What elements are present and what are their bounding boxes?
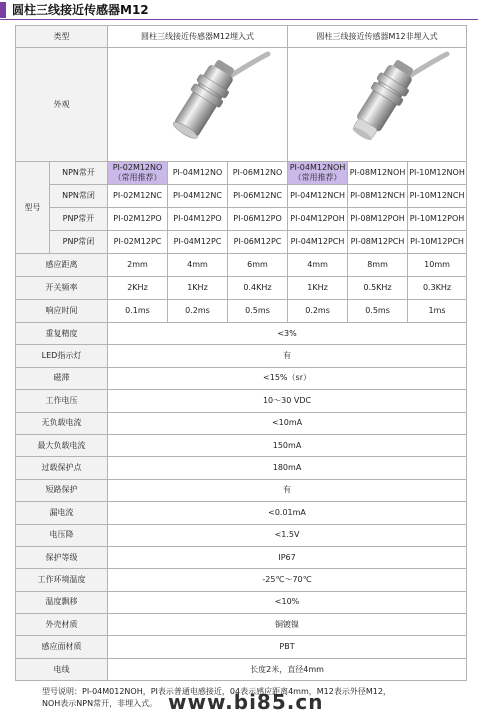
spec-label: 重复精度 — [16, 323, 108, 345]
spec-value: PBT — [108, 636, 467, 658]
model-cell: PI-10M12NCH — [408, 185, 467, 208]
spec-value: 1KHz — [288, 277, 348, 300]
spec-label: 感应距离 — [16, 254, 108, 277]
spec-value: IP67 — [108, 546, 467, 568]
spec-value: 150mA — [108, 434, 467, 456]
model-cell: PI-04M12PCH — [288, 231, 348, 254]
model-cell: PI-06M12PO — [228, 208, 288, 231]
title-bar — [0, 0, 478, 20]
spec-value: 0.5KHz — [348, 277, 408, 300]
spec-row — [16, 591, 467, 613]
title-accent — [0, 2, 6, 18]
spec-row — [16, 390, 467, 412]
spec-value: <1.5V — [108, 524, 467, 546]
spec-value: 0.5ms — [348, 300, 408, 323]
model-cell: PI-06M12NO — [228, 162, 288, 185]
watermark: www.bi85.cn — [168, 690, 324, 714]
spec-row — [16, 434, 467, 456]
model-cell: PI-10M12NOH — [408, 162, 467, 185]
model-cell: PI-08M12NOH — [348, 162, 408, 185]
model-cell: PI-04M12NO — [168, 162, 228, 185]
model-cell: PI-02M12NO （常用推荐） — [108, 162, 168, 185]
sensor-embedded-illustration — [118, 50, 278, 160]
model-note-line-1: 型号说明：PI-04M012NOH，PI表示普通电感接近，04表示感应距离4mm，M12表示外径M12， — [42, 687, 391, 696]
spec-label: 感应面材质 — [16, 636, 108, 658]
spec-label: 漏电流 — [16, 502, 108, 524]
spec-label: 外壳材质 — [16, 614, 108, 636]
spec-value: 2KHz — [108, 277, 168, 300]
spec-label: 最大负载电流 — [16, 434, 108, 456]
model-cell: PI-04M12NC — [168, 185, 228, 208]
spec-row — [16, 502, 467, 524]
spec-value: 180mA — [108, 457, 467, 479]
spec-row — [16, 546, 467, 568]
spec-row — [16, 524, 467, 546]
model-note-line-2: NOH表示NPN常开，非埋入式。 — [42, 699, 158, 708]
sensor-image-embedded — [108, 48, 288, 162]
spec-value: 有 — [108, 345, 467, 367]
spec-value: 4mm — [288, 254, 348, 277]
model-cell: PI-02M12NC — [108, 185, 168, 208]
model-cell: PI-04M12NCH — [288, 185, 348, 208]
spec-value: 10mm — [408, 254, 467, 277]
col-embedded-header: 圆柱三线接近传感器M12埋入式 — [108, 26, 288, 48]
spec-label: 工作电压 — [16, 390, 108, 412]
spec-row — [16, 254, 467, 277]
appearance-label: 外观 — [16, 48, 108, 162]
spec-row — [16, 345, 467, 367]
spec-value: 长度2米，直径4mm — [108, 658, 467, 680]
spec-label: 响应时间 — [16, 300, 108, 323]
model-cell: PI-08M12PCH — [348, 231, 408, 254]
spec-value: 0.5ms — [228, 300, 288, 323]
spec-value: <0.01mA — [108, 502, 467, 524]
sensor-image-non-embedded — [288, 48, 467, 162]
model-row — [16, 162, 467, 185]
spec-row — [16, 277, 467, 300]
spec-value: <15%（sr） — [108, 367, 467, 389]
sensor-non-embedded-illustration — [297, 50, 457, 160]
spec-row — [16, 636, 467, 658]
model-cell: PI-10M12POH — [408, 208, 467, 231]
spec-row — [16, 300, 467, 323]
spec-value: 有 — [108, 479, 467, 501]
spec-value: 10～30 VDC — [108, 390, 467, 412]
spec-row — [16, 323, 467, 345]
spec-row — [16, 457, 467, 479]
spec-label: 工作环境温度 — [16, 569, 108, 591]
model-sub-label: PNP常闭 — [50, 231, 108, 254]
model-group-label: 型号 — [16, 162, 50, 254]
title-rule — [0, 19, 478, 20]
spec-value: 1ms — [408, 300, 467, 323]
spec-value: 0.3KHz — [408, 277, 467, 300]
model-sub-label: PNP常开 — [50, 208, 108, 231]
model-sub-label: NPN常开 — [50, 162, 108, 185]
model-cell: PI-06M12NC — [228, 185, 288, 208]
spec-row — [16, 614, 467, 636]
model-cell: PI-04M12PC — [168, 231, 228, 254]
spec-label: 保护等级 — [16, 546, 108, 568]
model-cell: PI-06M12PC — [228, 231, 288, 254]
spec-value: -25℃～70℃ — [108, 569, 467, 591]
model-row — [16, 185, 467, 208]
spec-label: 磁滞 — [16, 367, 108, 389]
model-row — [16, 231, 467, 254]
spec-label: 电压降 — [16, 524, 108, 546]
spec-value: 0.2ms — [288, 300, 348, 323]
model-cell: PI-04M12NOH （常用推荐） — [288, 162, 348, 185]
spec-label: 过载保护点 — [16, 457, 108, 479]
spec-label: 电线 — [16, 658, 108, 680]
spec-table — [15, 25, 467, 681]
spec-label: 无负载电流 — [16, 412, 108, 434]
spec-row — [16, 367, 467, 389]
spec-value: 0.2ms — [168, 300, 228, 323]
spec-value: 0.4KHz — [228, 277, 288, 300]
spec-value: 2mm — [108, 254, 168, 277]
model-cell: PI-08M12POH — [348, 208, 408, 231]
spec-label: LED指示灯 — [16, 345, 108, 367]
spec-row — [16, 658, 467, 680]
spec-label: 开关频率 — [16, 277, 108, 300]
model-cell: PI-02M12PO — [108, 208, 168, 231]
spec-value: 0.1ms — [108, 300, 168, 323]
spec-value: 6mm — [228, 254, 288, 277]
type-label: 类型 — [16, 26, 108, 48]
model-sub-label: NPN常闭 — [50, 185, 108, 208]
spec-value: <3% — [108, 323, 467, 345]
page-title: 圆柱三线接近传感器M12 — [12, 3, 149, 17]
spec-row — [16, 412, 467, 434]
model-cell: PI-04M12PO — [168, 208, 228, 231]
spec-label: 短路保护 — [16, 479, 108, 501]
spec-value: <10% — [108, 591, 467, 613]
spec-label: 温度飘移 — [16, 591, 108, 613]
model-cell: PI-02M12PC — [108, 231, 168, 254]
col-non-embedded-header: 圆柱三线接近传感器M12非埋入式 — [288, 26, 467, 48]
model-cell: PI-10M12PCH — [408, 231, 467, 254]
model-cell: PI-08M12NCH — [348, 185, 408, 208]
spec-value: <10mA — [108, 412, 467, 434]
model-row — [16, 208, 467, 231]
model-cell: PI-04M12POH — [288, 208, 348, 231]
spec-value: 1KHz — [168, 277, 228, 300]
spec-value: 8mm — [348, 254, 408, 277]
spec-row — [16, 479, 467, 501]
spec-value: 4mm — [168, 254, 228, 277]
spec-value: 铜镀镍 — [108, 614, 467, 636]
spec-row — [16, 569, 467, 591]
